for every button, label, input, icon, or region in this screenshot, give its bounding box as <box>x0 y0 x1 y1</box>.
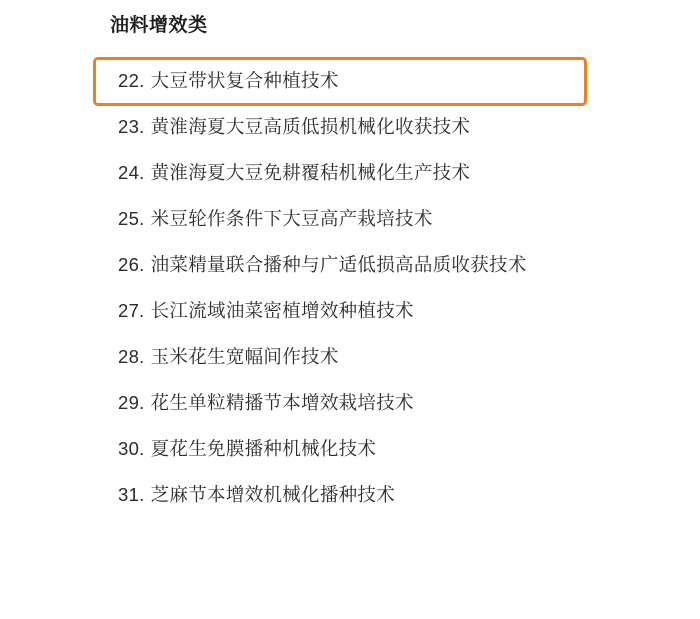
list-item-label: 玉米花生宽幅间作技术 <box>150 346 339 367</box>
list-item[interactable] <box>110 334 680 380</box>
list-item[interactable] <box>110 426 680 472</box>
list-item-label: 花生单粒精播节本增效栽培技术 <box>150 392 414 413</box>
list-item-label: 夏花生免膜播种机械化技术 <box>150 438 377 459</box>
list-item-label: 芝麻节本增效机械化播种技术 <box>150 484 396 505</box>
list-item-number: 23. <box>118 116 145 137</box>
list-item[interactable] <box>110 242 680 288</box>
list-item-number: 28. <box>118 346 145 367</box>
list-item-number: 22. <box>118 70 145 91</box>
list-item-label: 米豆轮作条件下大豆高产栽培技术 <box>150 208 433 229</box>
list-item[interactable] <box>110 472 680 518</box>
list-item-number: 31. <box>118 484 145 505</box>
list-item-number: 26. <box>118 254 145 275</box>
list-item[interactable] <box>110 150 680 196</box>
list-item-label: 长江流域油菜密植增效种植技术 <box>150 300 414 321</box>
list-item-label: 黄淮海夏大豆高质低损机械化收获技术 <box>150 116 471 137</box>
list-item[interactable] <box>110 380 680 426</box>
document-content <box>110 12 680 518</box>
list-item-label: 油菜精量联合播种与广适低损高品质收获技术 <box>150 254 527 275</box>
list-item[interactable] <box>110 288 680 334</box>
list-item-label: 黄淮海夏大豆免耕覆秸机械化生产技术 <box>150 162 471 183</box>
section-title: 油料增效类 <box>110 15 208 36</box>
list-item-number: 24. <box>118 162 145 183</box>
list-item-number: 30. <box>118 438 145 459</box>
technology-list <box>110 58 680 518</box>
list-item[interactable] <box>110 196 680 242</box>
list-item[interactable] <box>110 58 680 104</box>
list-item-label: 大豆带状复合种植技术 <box>150 70 339 91</box>
list-item[interactable] <box>110 104 680 150</box>
list-item-number: 25. <box>118 208 145 229</box>
list-item-number: 27. <box>118 300 145 321</box>
list-item-number: 29. <box>118 392 145 413</box>
